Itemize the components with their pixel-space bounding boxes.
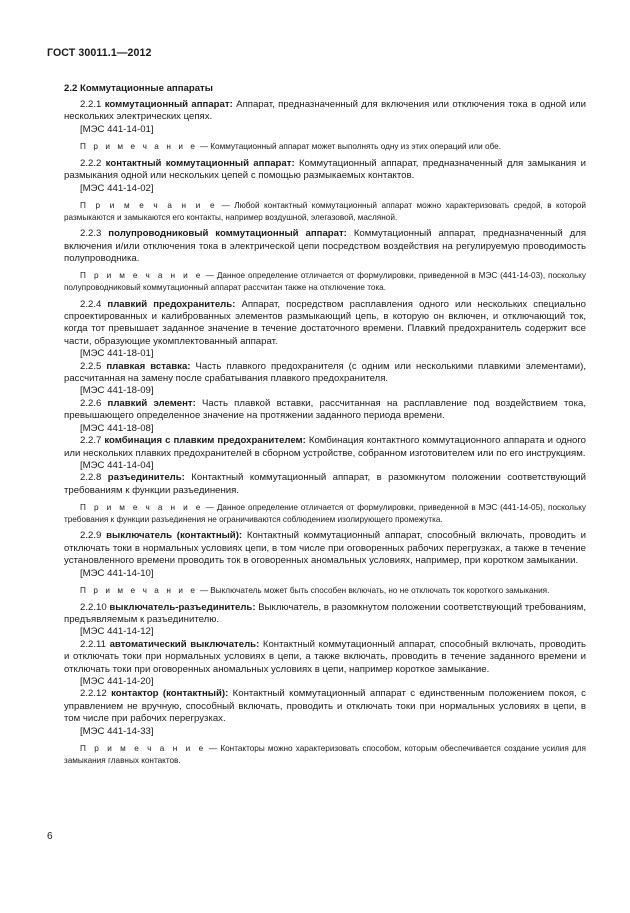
definition-entry xyxy=(64,602,586,639)
note-label: П р и м е ч а н и е xyxy=(80,585,198,595)
definition-entry xyxy=(64,361,586,398)
note-text: — Коммутационный аппарат может выполнять одну из этих операций или обе. xyxy=(199,142,501,152)
note-text: — Данное определение отличается от формулировки, приведенной в МЭС (441-14-03), поскольку полупроводниковый коммутационный аппарат рассчитан также на отключение тока. xyxy=(64,271,586,293)
reference: [МЭС 441-14-01] xyxy=(80,123,154,135)
reference: [МЭС 441-14-33] xyxy=(80,725,154,737)
definition-entry xyxy=(64,158,586,223)
definition-text: Коммутационный аппарат, предназначенный для замыкания и размыкания одной или нескольких цепей с помощью размыкаемых контактов. xyxy=(64,157,587,182)
reference: [МЭС 441-14-10] xyxy=(80,567,154,579)
defined-term: плавкий элемент: xyxy=(107,397,196,409)
note xyxy=(64,502,586,525)
defined-term: коммутационный аппарат: xyxy=(104,99,233,110)
note-text: — Любой контактный коммутационный аппарат можно характеризовать средой, в которой размыкаются и замыкаются его контакты, например воздушной, элегазовой, масляной. xyxy=(64,201,586,222)
defined-term: плавкий предохранитель: xyxy=(107,298,236,310)
note xyxy=(64,141,586,153)
definition-text: Контактный коммутационный аппарат, способный включать, проводить и отключать токи в нормальных условиях цепи, в том числе при оговоренных рабочих перегрузках, а также в течение установленного времени проводить ток в оговоренных аномальных условиях, например, при коротком замыкании. xyxy=(64,530,586,567)
page-content xyxy=(64,73,586,771)
definition-entry xyxy=(64,530,586,596)
clause-number: 2.2.6 xyxy=(80,397,102,409)
clause-number: 2.2.7 xyxy=(80,435,102,447)
definition-text: Контактный коммутационный аппарат, в разомкнутом положении соответствующий требованиям к функции разъединения. xyxy=(64,472,587,496)
definition-text: Аппарат, предназначенный для включения или отключения тока в одной или нескольких электрических цепях. xyxy=(64,99,586,123)
note xyxy=(64,270,586,293)
definition-paragraph xyxy=(64,435,586,460)
section-title: 2.2 Коммутационные аппараты xyxy=(64,83,213,94)
definition-list xyxy=(64,99,586,766)
clause-number: 2.2.12 xyxy=(80,688,107,700)
defined-term: полупроводниковый коммутационный аппарат: xyxy=(108,228,347,240)
defined-term: разъединитель: xyxy=(107,472,185,484)
reference: [МЭС 441-14-04] xyxy=(80,459,154,471)
defined-term: выключатель (контактный): xyxy=(106,530,243,542)
note-text: — Выключатель может быть способен включать, но не отключать ток короткого замыкания. xyxy=(199,585,550,595)
definition-text: Комбинация контактного коммутационного аппарата и одного или нескольких плавких предохранителей в сборном устройстве, собранном изготовителем или по его инструкциям. xyxy=(64,435,587,459)
definition-text: Аппарат, посредством расплавления одного или нескольких специально спроектированных и калиброванных элементов размыкающий цепь, в которую он включен, и отключающий ток, когда тот превышает заданное значение в течение достаточного времени. Плавкий предохранитель содержит все части, образующие укомплектованный аппарат. xyxy=(64,298,587,347)
clause-number: 2.2.5 xyxy=(80,360,102,372)
definition-paragraph xyxy=(64,299,586,349)
definition-entry xyxy=(64,435,586,472)
defined-term: комбинация с плавким предохранителем: xyxy=(104,435,306,447)
definition-entry xyxy=(64,688,586,766)
defined-term: контактор (контактный): xyxy=(111,688,229,700)
reference: [МЭС 441-18-08] xyxy=(80,422,154,434)
clause-number: 2.2.2 xyxy=(80,157,102,169)
definition-paragraph xyxy=(64,158,586,183)
clause-number: 2.2.9 xyxy=(80,530,102,542)
reference: [МЭС 441-18-01] xyxy=(80,348,154,360)
defined-term: контактный коммутационный аппарат: xyxy=(105,157,295,169)
clause-number: 2.2.1 xyxy=(80,99,102,110)
reference: [МЭС 441-14-02] xyxy=(80,182,154,194)
clause-number: 2.2.11 xyxy=(80,638,106,650)
reference: [МЭС 441-14-12] xyxy=(80,626,154,638)
note-label: П р и м е ч а н и е xyxy=(80,271,203,281)
definition-paragraph xyxy=(64,688,586,725)
note-label: П р и м е ч а н и е xyxy=(80,503,203,513)
definition-entry xyxy=(64,398,586,435)
note-label: П р и м е ч а н и е xyxy=(80,201,218,211)
definition-text: Часть плавкого предохранителя (с одним или несколькими плавкими элементами), рассчитанная на замену после срабатывания плавкого предохранителя. xyxy=(64,360,586,385)
page-number: 6 xyxy=(47,831,53,842)
definition-paragraph xyxy=(64,639,586,676)
standard-header: ГОСТ 30011.1—2012 xyxy=(47,47,152,59)
note-text: — Контакторы можно характеризовать способом, которым обеспечивается создание усилия для замыкания главных контактов. xyxy=(64,744,586,765)
definition-entry xyxy=(64,639,586,689)
reference: [МЭС 441-14-20] xyxy=(80,675,154,687)
definition-entry xyxy=(64,299,586,361)
definition-entry xyxy=(64,99,586,153)
definition-text: Коммутационный аппарат, предназначенный для включения и/или отключения тока в электрической цепи посредством воздействия на регулируемую проводимость полупроводника. xyxy=(64,228,587,265)
note xyxy=(64,585,586,597)
definition-text: Контактный коммутационный аппарат, способный включать, проводить и отключать токи при нормальных условиях в цепи, а также включать, проводить в течение заданного времени и отключать токи при оговоренных аномальных условиях в цепи, например короткое замыкание. xyxy=(64,638,587,675)
reference: [МЭС 441-18-09] xyxy=(80,385,154,397)
definition-paragraph xyxy=(64,398,586,423)
definition-paragraph xyxy=(64,530,586,567)
definition-entry xyxy=(64,228,586,293)
definition-text: Выключатель, в разомкнутом положении соответствующий требованиям, предъявляемым к разъединителю. xyxy=(64,601,586,625)
definition-paragraph xyxy=(64,602,586,627)
definition-entry xyxy=(64,472,586,525)
clause-number: 2.2.10 xyxy=(80,601,107,613)
note xyxy=(64,200,586,223)
definition-paragraph xyxy=(64,361,586,386)
note-label: П р и м е ч а н и е xyxy=(80,142,198,152)
definition-paragraph xyxy=(64,472,586,497)
note-label: П р и м е ч а н и е xyxy=(80,744,206,753)
note-text: — Данное определение отличается от формулировки, приведенной в МЭС (441-14-05), поскольку требования к функции разъединения не ограничиваются соблюдением изолирующего промежутка. xyxy=(64,503,586,524)
definition-paragraph xyxy=(64,228,586,265)
clause-number: 2.2.8 xyxy=(80,472,102,484)
note xyxy=(64,743,586,766)
defined-term: выключатель-разъединитель: xyxy=(109,601,256,613)
clause-number: 2.2.3 xyxy=(80,228,102,240)
definition-text: Часть плавкой вставки, рассчитанная на расплавление под воздействием тока, превышающего определенное значение на протяжении заданного периода времени. xyxy=(64,397,586,422)
defined-term: плавкая вставка: xyxy=(106,360,191,372)
clause-number: 2.2.4 xyxy=(80,298,102,310)
definition-text: Контактный коммутационный аппарат с единственным положением покоя, с управлением не вручную, способный включать, проводить и отключать токи при нормальных условиях в цепи, в том числе при рабочих перегрузках. xyxy=(64,688,586,725)
definition-paragraph xyxy=(64,99,586,124)
defined-term: автоматический выключатель: xyxy=(109,638,260,650)
